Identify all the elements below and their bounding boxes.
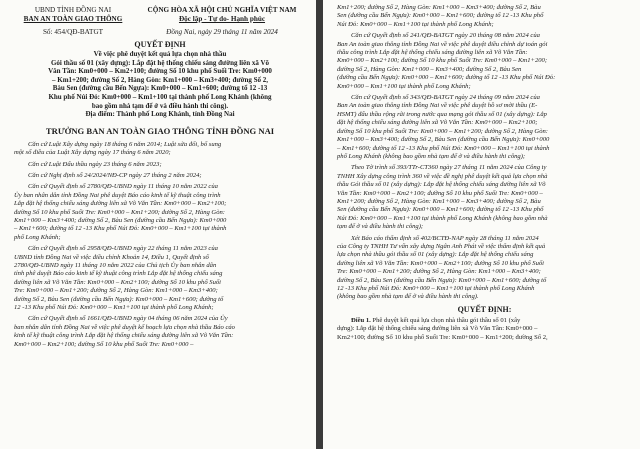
text-line: (không bao gồm nhà tạm để ở và điều hành thi công). — [337, 293, 479, 301]
text-line: thầu Gói thầu số 01 (xây dựng): Lắp đặt hệ thống chiếu sáng đường liên xã Võ — [337, 181, 546, 189]
body-paragraph — [14, 141, 306, 158]
right-page-body — [337, 4, 632, 302]
left-page-body — [14, 141, 306, 349]
article-1-label: Điều 1. — [351, 316, 371, 324]
text-line: Ủy ban nhân dân tỉnh Đồng Nai phê duyệt Báo cáo kinh tế kỹ thuật công trình — [14, 191, 221, 199]
text-line: Sen (đường cầu Bến Ngựa): Km0+000 – Km1+600; đường tổ 12 -13 Khu phố — [337, 206, 544, 214]
nation-line-2: Độc lập - Tự do- Hạnh phúc — [178, 15, 266, 23]
decision-heading: QUYẾT ĐỊNH: — [457, 304, 512, 314]
text-line: kinh tế kỹ thuật công trình Lắp đặt hệ thống chiếu sáng đường liên xã Võ Văn Tần: — [14, 332, 234, 340]
text-line: phố Long Khánh; — [14, 233, 61, 241]
issuing-authority: TRƯỞNG BAN AN TOÀN GIAO THÔNG TỈNH ĐỒNG NAI — [45, 125, 275, 136]
text-line: UBND tỉnh Đồng Nai về việc điều chỉnh Khoản 14, Điều 1, Quyết định số — [14, 253, 209, 261]
subtitle-line: Về việc phê duyệt kết quả lựa chọn nhà thầu — [93, 50, 227, 58]
body-paragraph — [14, 172, 306, 180]
text-line: Km0+000 – Km1+100 tại thành phố Long Khánh; — [337, 82, 471, 90]
text-line: Xét Báo cáo thẩm định số 402/BCTĐ-NAP ngày 28 tháng 11 năm 2024 — [351, 234, 539, 242]
text-line: 12 -13 Khu phố Núi Đỏ: Km0+000 – Km1+100 tại thành phố Long Khánh; — [14, 304, 214, 312]
text-line: Căn cứ Nghị định số 24/2024/NĐ-CP ngày 27 tháng 2 năm 2024; — [28, 171, 202, 179]
article-1 — [337, 317, 632, 342]
text-line: một số điều của Luật Xây dựng ngày 17 tháng 6 năm 2020; — [14, 149, 171, 157]
agency-block — [14, 6, 132, 37]
nation-block — [138, 6, 306, 37]
article-1-text: Phê duyệt kết quả lựa chọn nhà thầu gói thầu số 01 (xây — [370, 316, 521, 324]
text-line: (đường cầu Bến Ngựa): Km0+000 – Km1+600; đường tổ 12 -13 Khu phố Núi Đỏ: — [337, 74, 556, 82]
text-line: Căn cứ Quyết định số 241/QĐ-BATGT ngày 20 tháng 08 năm 2024 của — [351, 32, 540, 40]
subtitle-line: Gói thầu số 01 (xây dựng): Lắp đặt hệ thống chiếu sáng đường liên xã Võ — [50, 58, 270, 67]
agency-line-1: UBND TỈNH ĐỒNG NAI — [34, 6, 112, 14]
text-line: Căn cứ Quyết định số 1661/QĐ-UBND ngày 04 tháng 06 năm 2024 của Ủy — [28, 315, 228, 323]
subtitle-line: bao gồm nhà tạm để ở và điều hành thi công). — [91, 101, 229, 110]
text-line: Núi Đỏ: Km0+000 – Km1+100 tại thành phố Long Khánh (không bao gồm nhà — [337, 214, 548, 222]
body-paragraph — [14, 161, 306, 169]
text-line: Lắp đặt hệ thống chiếu sáng đường liên xã Võ Văn Tần: Km0+000 – Km2+100; — [14, 200, 227, 208]
document-page-left — [0, 0, 316, 449]
text-line: đường Số 2, Hàng Gòn: Km1+000 – Km3+400; đường Số 2, Bàu Sen — [337, 65, 522, 73]
text-line: Km0+000 – Km2+100; đường Số 10 khu phố Suối Tre: Km0+000 – Km1+200; — [337, 57, 548, 65]
text-line: Tre: Km0+000 – Km1+200; đường Số 2, Hàng Gòn: Km1+000 – Km3+400; — [337, 268, 541, 276]
text-line: đường Số 2, Bàu Sen (đường cầu Bến Ngựa): Km0+000 – Km1+600; đường tổ — [337, 276, 547, 284]
subtitle-line: Khu phố Núi Đỏ: Km0+000 – Km1+100 tại thành phố Long Khánh (không — [48, 92, 272, 101]
text-line: Sen (đường cầu Bến Ngựa): Km0+000 – Km1+600; đường tổ 12 -13 Khu phố — [337, 12, 544, 20]
text-line: Ban An toàn giao thông tỉnh Đồng Nai về việc phê duyệt điều chỉnh dự toán gói — [337, 40, 548, 48]
text-line: Km1+000 – Km3+400; đường Số 2, Bàu Sen (đường cầu Bến Ngựa): Km0+000 — [337, 136, 550, 144]
text-line: của Công ty TNHH Tư vấn xây dựng Ngân Anh Phát về việc thẩm định kết quả — [337, 242, 546, 250]
text-line: đường Số 10 khu phố Suối Tre: Km0+000 – Km1+200; đường Số 2, Hàng Gòn: — [14, 208, 225, 216]
text-line: Văn Tần: Km0+000 – Km2+100; đường Số 10 khu phố Suối Tre: Km0+000 – — [337, 189, 543, 197]
text-line: tỉnh phê duyệt Báo cáo kinh tế kỹ thuật công trình Lắp đặt hệ thống chiếu sáng — [14, 270, 223, 278]
text-line: Căn cứ Luật Xây dựng ngày 18 tháng 6 năm 2014; Luật sửa đổi, bổ sung — [28, 140, 222, 148]
text-line: Tre: Km0+000 – Km1+200; đường Số 2, Hàng Gòn: Km1+000 – Km3+400; — [14, 287, 218, 295]
place-date: Đồng Nai, ngày 29 tháng 11 năm 2024 — [166, 28, 278, 36]
document-header — [14, 6, 306, 37]
text-line: ban nhân dân tỉnh Đồng Nai về việc phê duyệt kế hoạch lựa chọn nhà thầu Báo cáo — [14, 323, 235, 331]
body-paragraph — [14, 315, 306, 349]
text-line: Theo Tờ trình số 393/TTr-CT360 ngày 27 tháng 11 năm 2024 của Công ty — [351, 164, 547, 172]
text-line: Căn cứ Quyết định số 2780/QĐ-UBND ngày 11 tháng 10 năm 2022 của — [28, 183, 218, 191]
subtitle-line: Bàu Sen (đường cầu Bến Ngựa): Km0+000 – Km1+600; đường tổ 12 -13 — [52, 84, 268, 93]
body-paragraph — [337, 164, 632, 231]
document-title: QUYẾT ĐỊNH — [134, 40, 186, 49]
text-line: Ban An toàn giao thông tỉnh Đồng Nai về việc phê duyệt hồ sơ mời thầu (E- — [337, 102, 538, 110]
document-page-right — [323, 0, 640, 449]
text-line: Núi Đỏ: Km0+000 – Km1+100 tại thành phố Long Khánh; — [337, 20, 494, 28]
text-line: đường liên xã Võ Văn Tần: Km0+000 – Km2+100; đường Số 10 khu phố Suối — [14, 278, 222, 286]
text-line: tạm để ở và điều hành thi công); — [337, 223, 424, 231]
body-paragraph — [337, 235, 632, 302]
text-line: thầu công trình Lắp đặt hệ thống chiếu sáng đường liên xã Võ Văn Tần: — [337, 49, 528, 57]
text-line: Km0+000 – Km2+100; đường Số 10 khu phố Suối Tre: Km0+000 – — [14, 340, 194, 348]
text-line: đường liên xã Võ Văn Tần: Km0+000 – Km2+100; đường Số 10 khu phố Suối — [337, 259, 545, 267]
body-paragraph — [14, 183, 306, 242]
nation-line-1: CỘNG HÒA XÃ HỘI CHỦ NGHĨA VIỆT NAM — [147, 6, 297, 14]
text-line: đường Số 2, Bàu Sen (đường cầu Bến Ngựa): Km0+000 – Km1+600; đường tổ — [14, 295, 224, 303]
text-line: đặt hệ thống chiếu sáng đường liên xã Võ Văn Tần: Km0+000 – Km2+100; — [337, 119, 538, 127]
subtitle-line: Địa điểm: Thành phố Long Khánh, tỉnh Đồng Nai — [85, 110, 235, 119]
article-line — [337, 317, 632, 325]
text-line: HSMT) đấu thầu rộng rãi trong nước qua mạng gói thầu số 01 (xây dựng): Lắp — [337, 110, 547, 118]
subtitle-line: Văn Tần: Km0+000 – Km2+100; đường Số 10 khu phố Suối Tre: Km0+000 — [48, 67, 272, 76]
text-line: Km1+200; đường Số 2, Hàng Gòn: Km1+000 – Km3+400; đường Số 2, Bàu — [337, 4, 541, 11]
text-line: – Km1+600; đường tổ 12 -13 Khu phố Núi Đỏ: Km0+000 – Km1+100 tại thành — [337, 144, 550, 152]
text-line: – Km1+600; đường tổ 12 -13 Khu phố Núi Đỏ: Km0+000 – Km1+100 tại thành — [14, 225, 227, 233]
text-line: Căn cứ Quyết định số 2958/QĐ-UBND ngày 22 tháng 11 năm 2023 của — [28, 245, 218, 253]
body-paragraph — [337, 94, 632, 161]
article-line: dựng): Lắp đặt hệ thống chiếu sáng đường liên xã Võ Văn Tần: Km0+000 – — [337, 325, 538, 333]
body-paragraph — [337, 4, 632, 29]
text-line: Km1+000 – Km3+400; đường Số 2, Bàu Sen (đường cầu Bến Ngựa): Km0+000 — [14, 217, 227, 224]
text-line: Căn cứ Luật Đấu thầu ngày 23 tháng 6 năm 2023; — [28, 160, 162, 168]
subtitle-line: – Km1+200; đường Số 2, Hàng Gòn: Km1+000 – Km3+400; đường Số 2, — [52, 75, 268, 84]
text-line: đường Số 10 khu phố Suối Tre: Km0+000 – Km1+200; đường Số 2, Hàng Gòn: — [337, 127, 548, 135]
document-subtitle — [20, 50, 300, 119]
text-line: TNHH Xây dựng công trình 360 về việc đề nghị phê duyệt kết quả lựa chọn nhà — [337, 172, 548, 180]
body-paragraph — [337, 32, 632, 91]
text-line: Km1+200; đường Số 2, Hàng Gòn: Km1+000 – Km3+400; đường Số 2, Bàu — [337, 197, 541, 205]
doc-number: Số: 454/QĐ-BATGT — [42, 28, 104, 36]
body-paragraph — [14, 245, 306, 312]
text-line: phố Long Khánh (không bao gồm nhà tạm để ở và điều hành thi công); — [337, 152, 526, 160]
text-line: 12 -13 Khu phố Núi Đỏ: Km0+000 – Km1+100 tại thành phố Long Khánh — [337, 285, 535, 292]
agency-line-2: BAN AN TOÀN GIAO THÔNG — [23, 15, 123, 23]
article-line: Km2+100; đường Số 10 khu phố Suối Tre: Km0+000 – Km1+200; đường Số 2, — [337, 333, 548, 341]
text-line: Căn cứ Quyết định số 343/QĐ-BATGT ngày 24 tháng 09 năm 2024 của — [351, 94, 540, 102]
text-line: lựa chọn nhà thầu gói thầu số 01 (xây dựng): Lắp đặt hệ thống chiếu sáng — [337, 251, 534, 259]
text-line: 2780/QĐ-UBND ngày 11 tháng 10 năm 2022 của Chủ tịch Ủy ban nhân dân — [14, 262, 217, 270]
